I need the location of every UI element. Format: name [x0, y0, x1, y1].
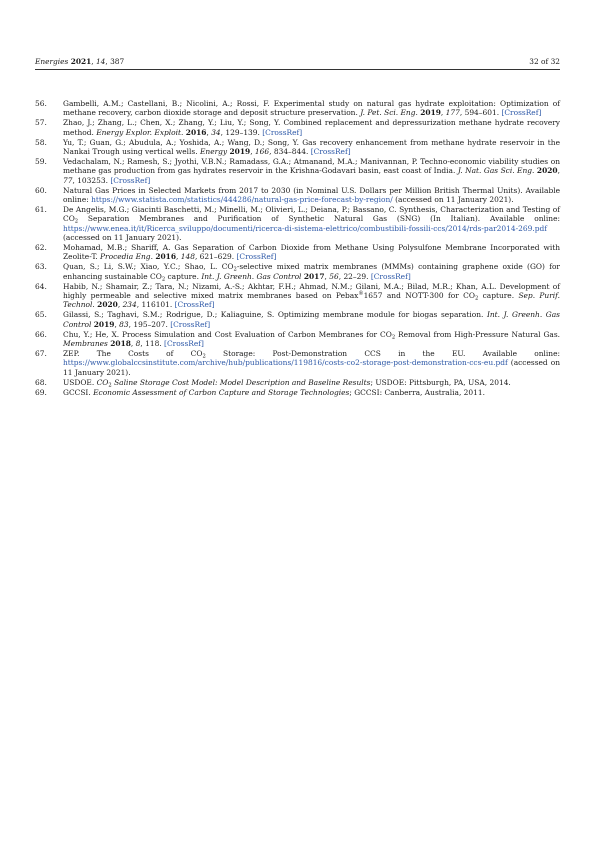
- reference-segment: 34: [211, 127, 221, 137]
- reference-segment: 234: [122, 300, 137, 310]
- reference-segment: Int. J. Greenh. Gas Control: [63, 310, 560, 329]
- crossref-link[interactable]: [CrossRef]: [236, 252, 277, 262]
- reference-segment: 2017: [303, 271, 325, 281]
- reference-number: 58.: [35, 137, 47, 147]
- reference-text: [63, 388, 560, 397]
- article-number: 387: [110, 57, 125, 66]
- reference-list: [35, 99, 560, 398]
- reference-segment: (accessed on 11 January 2021).: [63, 232, 182, 242]
- reference-segment: 2: [474, 295, 479, 302]
- reference-segment: Sep. Purif. Technol.: [63, 291, 561, 310]
- url-link[interactable]: https://www.statista.com/statistics/444286/natural-gas-price-forecast-by-region/: [91, 195, 393, 205]
- reference-segment: CO: [96, 377, 109, 387]
- reference-number: 67.: [35, 349, 47, 359]
- journal-name: Energies: [35, 57, 69, 66]
- reference-item: [35, 243, 560, 261]
- reference-segment: Mohamad, M.B.; Shariff, A. Gas Separation of Carbon Dioxide from Methane Using Polysulfone Membrane Incorporated with Zeolite-T.: [63, 243, 560, 262]
- reference-segment: 8: [135, 339, 141, 349]
- reference-segment: 2019: [229, 147, 251, 157]
- reference-segment: Economic Assessment of Carbon Capture and Storage Technologies: [93, 388, 350, 398]
- reference-text: [63, 330, 560, 348]
- crossref-link[interactable]: [CrossRef]: [370, 271, 411, 281]
- reference-item: [35, 310, 560, 328]
- reference-item: [35, 138, 560, 156]
- reference-segment: , 129–139.: [220, 127, 263, 137]
- reference-segment: Removal from High-Pressure Natural Gas.: [395, 329, 560, 339]
- reference-segment: ,: [557, 166, 560, 176]
- reference-segment: ,: [176, 252, 181, 262]
- reference-number: 69.: [35, 388, 47, 398]
- url-link[interactable]: https://www.globalccsinstitute.com/archive/hub/publications/119816/costs-co2-storage-post-demonstration-ccs-eu.pdf: [63, 358, 508, 368]
- reference-item: [35, 388, 560, 397]
- reference-segment: ,: [206, 127, 212, 137]
- reference-segment: -selective mixed matrix membranes (MMMs) containing graphene oxide (GO) for enhancing sustainable CO: [63, 262, 560, 281]
- reference-text: [63, 205, 560, 242]
- reference-segment: capture.: [165, 271, 202, 281]
- reference-number: 62.: [35, 243, 47, 253]
- reference-segment: , 594–601.: [459, 108, 502, 118]
- reference-segment: , 195–207.: [128, 319, 171, 329]
- reference-number: 63.: [35, 262, 47, 272]
- reference-segment: 2018: [110, 339, 131, 349]
- reference-segment: Int. J. Greenh. Gas Control: [201, 271, 302, 281]
- reference-item: [35, 378, 560, 387]
- reference-text: [63, 186, 560, 204]
- reference-segment: Yu, T.; Guan, G.; Abudula, A.; Yoshida, A.; Wang, D.; Song, Y. Gas recovery enhancement from methane hydrate reservoir in the Nankai Trough using vertical wells.: [63, 137, 560, 157]
- reference-text: [63, 243, 560, 261]
- reference-segment: 2: [108, 382, 112, 389]
- journal-volume: 14: [95, 57, 106, 66]
- crossref-link[interactable]: [CrossRef]: [170, 319, 211, 329]
- reference-text: [63, 262, 560, 283]
- reference-text: [63, 157, 560, 185]
- reference-segment: ,: [114, 319, 120, 329]
- reference-segment: Habib, N.; Shamair, Z.; Tara, N.; Nizami, A.-S.; Akhtar, F.H.; Ahmad, N.M.; Gilani, M.A.; Bilad, M.R.; Khan, A.L. Development of highly permeable and selective mixed matrix membranes based on Pebax: [63, 281, 560, 301]
- reference-segment: , 118.: [140, 339, 165, 349]
- reference-text: [63, 349, 560, 377]
- reference-text: [63, 310, 560, 328]
- journal-year: 2021: [70, 57, 92, 66]
- reference-number: 60.: [35, 185, 47, 195]
- journal-citation: Energies 2021, 14, 387: [35, 57, 125, 66]
- reference-text: [63, 282, 560, 310]
- reference-segment: 56: [329, 271, 339, 281]
- reference-segment: USDOE.: [63, 377, 97, 387]
- reference-segment: Chu, Y.; He, X. Process Simulation and Cost Evaluation of Carbon Membranes for CO: [63, 329, 392, 339]
- reference-segment: GCCSI.: [63, 388, 94, 398]
- crossref-link[interactable]: [CrossRef]: [174, 300, 215, 310]
- reference-segment: 177: [445, 108, 460, 118]
- reference-segment: ; USDOE: Pittsburgh, PA, USA, 2014.: [370, 377, 511, 387]
- reference-item: [35, 349, 560, 377]
- reference-segment: Gilassi, S.; Taghavi, S.M.; Rodrigue, D.; Kaliaguine, S. Optimizing membrane module for biogas separation.: [63, 310, 487, 320]
- page-number: 32 of 32: [529, 57, 560, 66]
- crossref-link[interactable]: [CrossRef]: [501, 108, 542, 118]
- reference-segment: 2019: [420, 108, 441, 118]
- reference-segment: 2: [233, 266, 237, 273]
- reference-number: 59.: [35, 157, 47, 167]
- reference-segment: Separation Membranes and Purification of Synthetic Natural Gas (SNG) (In Italian). Available online:: [78, 214, 560, 224]
- reference-segment: , 621–629.: [194, 252, 237, 262]
- reference-segment: (accessed on 11 January 2021).: [392, 195, 514, 205]
- reference-segment: 2: [161, 276, 166, 283]
- reference-segment: Vedachalam, N.; Ramesh, S.; Jyothi, V.B.N.; Ramadass, G.A.; Atmanand, M.A.; Manivannan, P. Techno-economic viability studies on methane gas production from gas hydrates reservoir in the Krishna-Godavari basin, east coast of India.: [63, 157, 560, 176]
- reference-segment: ; GCCSI: Canberra, Australia, 2011.: [349, 388, 485, 398]
- reference-number: 66.: [35, 329, 47, 339]
- reference-text: [63, 99, 560, 117]
- reference-text: [63, 138, 560, 156]
- reference-segment: 83: [119, 319, 129, 329]
- reference-item: [35, 282, 560, 310]
- reference-number: 57.: [35, 118, 47, 128]
- reference-number: 68.: [35, 377, 47, 387]
- reference-segment: 77: [63, 175, 73, 185]
- reference-item: [35, 205, 560, 242]
- reference-segment: Quan, S.; Li, S.W.; Xiao, Y.C.; Shao, L. CO: [63, 262, 234, 272]
- reference-segment: ZEP. The Costs of CO: [63, 349, 203, 359]
- reference-text: [63, 378, 560, 387]
- reference-segment: 2: [202, 353, 206, 360]
- reference-item: [35, 99, 560, 117]
- reference-segment: J. Nat. Gas Sci. Eng.: [457, 166, 535, 176]
- reference-segment: 2019: [93, 319, 115, 329]
- reference-segment: Energy: [199, 147, 228, 157]
- reference-segment: J. Pet. Sci. Eng.: [360, 108, 418, 118]
- reference-number: 64.: [35, 281, 47, 291]
- reference-segment: ,: [324, 271, 330, 281]
- reference-number: 56.: [35, 99, 47, 108]
- reference-segment: De Angelis, M.G.; Giacinti Baschetti, M.; Minelli, M.; Olivieri, L.; Deiana, P.; Bassano, C. Synthesis, Characterization and Testing of CO: [63, 205, 560, 224]
- reference-segment: (accessed on 11 January 2021).: [63, 358, 560, 377]
- reference-item: [35, 330, 560, 348]
- reference-item: [35, 157, 560, 185]
- reference-item: [35, 118, 560, 136]
- crossref-link[interactable]: [CrossRef]: [310, 147, 351, 157]
- reference-segment: ,: [440, 108, 446, 118]
- reference-segment: 2: [74, 218, 79, 225]
- reference-number: 61.: [35, 205, 47, 215]
- reference-segment: 166: [254, 147, 270, 157]
- reference-segment: Energy Explor. Exploit.: [96, 127, 184, 137]
- reference-segment: , 116101.: [136, 300, 175, 310]
- url-link[interactable]: https://www.enea.it/it/Ricerca_sviluppo/documenti/ricerca-di-sistema-elettrico/combustibili-fossili-ccs/2014/rds-par2014-269.pdf: [63, 223, 547, 233]
- crossref-link[interactable]: [CrossRef]: [262, 127, 303, 137]
- running-header: [35, 52, 560, 70]
- reference-item: [35, 186, 560, 204]
- reference-segment: ®: [358, 291, 364, 298]
- reference-segment: , 103253.: [72, 175, 111, 185]
- reference-segment: ,: [117, 300, 123, 310]
- crossref-link[interactable]: [CrossRef]: [164, 339, 204, 349]
- crossref-link[interactable]: [CrossRef]: [110, 175, 151, 185]
- reference-segment: 1657 and NOTT-300 for CO: [363, 291, 475, 301]
- reference-segment: Procedia Eng.: [100, 252, 153, 262]
- reference-segment: , 22–29.: [338, 271, 371, 281]
- reference-item: [35, 262, 560, 283]
- reference-segment: capture.: [478, 291, 519, 301]
- reference-segment: Saline Storage Cost Model: Model Description and Baseline Results: [111, 377, 371, 387]
- reference-segment: Natural Gas Prices in Selected Markets from 2017 to 2030 (in Nominal U.S. Dollars per Million British Thermal Units). Available online:: [63, 185, 560, 205]
- reference-number: 65.: [35, 310, 47, 320]
- reference-segment: 2020: [97, 300, 118, 310]
- reference-segment: Storage: Post-Demonstration CCS in the EU. Available online:: [205, 349, 560, 359]
- reference-text: [63, 118, 560, 136]
- reference-segment: ,: [250, 147, 255, 157]
- reference-segment: 2016: [155, 252, 177, 262]
- reference-segment: 2: [391, 334, 396, 341]
- reference-segment: Membranes: [63, 339, 108, 349]
- reference-segment: 2016: [185, 127, 207, 137]
- reference-segment: Gambelli, A.M.; Castellani, B.; Nicolini, A.; Rossi, F. Experimental study on natural gas hydrate exploitation: Optimization of methane recovery, carbon dioxide storage and deposit structure preservation.: [63, 99, 560, 118]
- reference-segment: 148: [180, 252, 195, 262]
- reference-segment: ,: [130, 339, 136, 349]
- reference-segment: 2020: [536, 166, 558, 176]
- reference-segment: Zhao, J.; Zhang, L.; Chen, X.; Zhang, Y.; Liu, Y.; Song, Y. Combined replacement and depressurization methane hydrate recovery method.: [63, 118, 560, 137]
- reference-segment: , 834–844.: [269, 147, 311, 157]
